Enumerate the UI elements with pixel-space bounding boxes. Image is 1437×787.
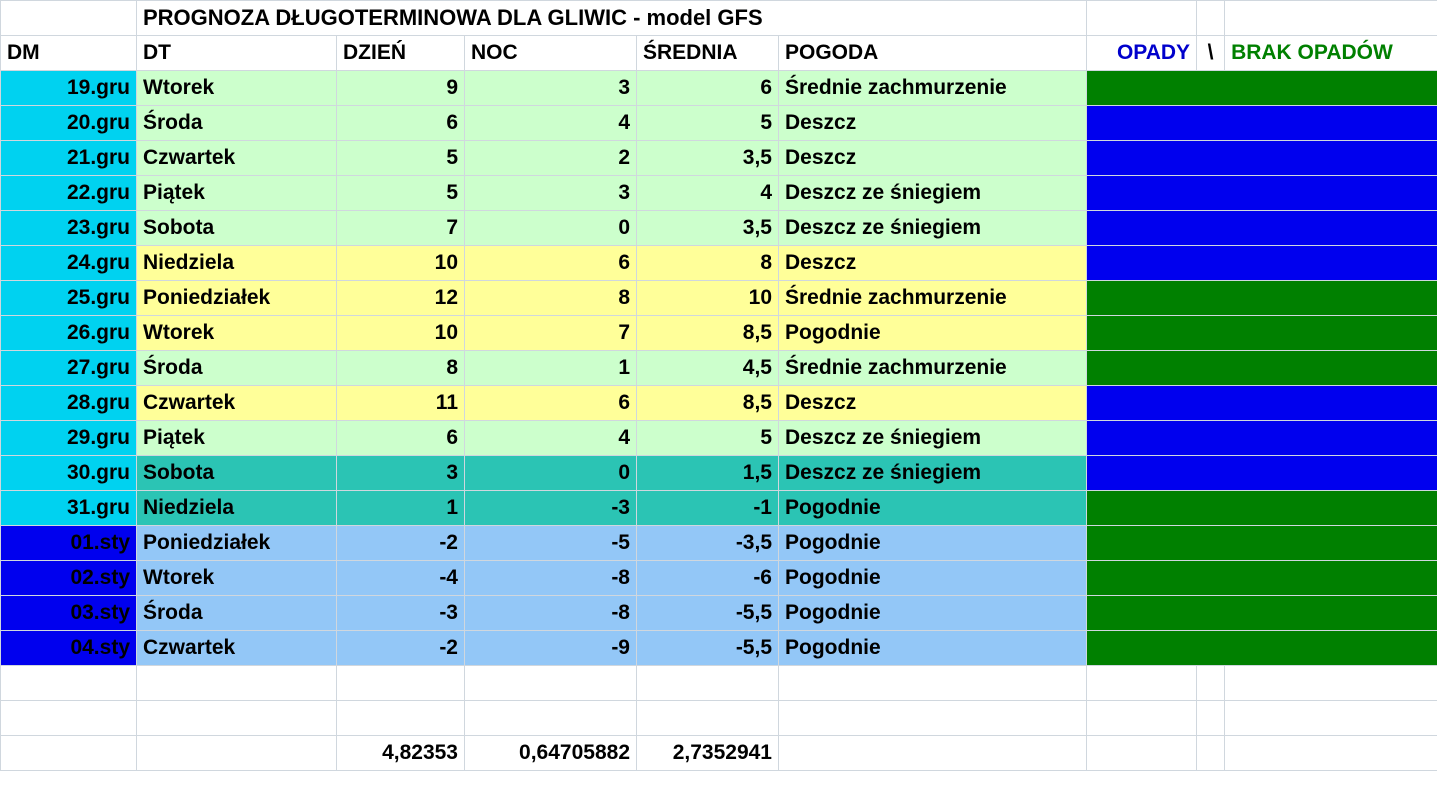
table-row [1,246,1437,281]
table-row [1,631,1437,666]
table-row [1,526,1437,561]
cell-date: 24.gru [1,246,137,281]
cell-empty [1197,701,1225,736]
table-row [1,141,1437,176]
cell-empty [1,736,137,771]
cell-night-temp: 7 [465,316,637,351]
precipitation-bar [1087,351,1437,386]
cell-day-name: Środa [137,106,337,141]
cell-avg-temp: 10 [637,281,779,316]
table-row [1,71,1437,106]
cell-weather: Pogodnie [779,491,1087,526]
page-title: PROGNOZA DŁUGOTERMINOWA DLA GLIWIC - model GFS [137,1,1087,36]
cell-day-temp: 11 [337,386,465,421]
cell-day-temp: 10 [337,246,465,281]
cell-day-name: Czwartek [137,386,337,421]
cell-date: 25.gru [1,281,137,316]
cell-night-temp: -8 [465,596,637,631]
cell-empty [1197,1,1225,36]
cell-weather: Pogodnie [779,631,1087,666]
cell-avg-temp: 4,5 [637,351,779,386]
cell-date: 30.gru [1,456,137,491]
spacer-row [1,666,1437,701]
precipitation-bar [1087,316,1437,351]
cell-night-temp: 4 [465,106,637,141]
cell-night-temp: 0 [465,211,637,246]
cell-avg-temp: -6 [637,561,779,596]
precipitation-bar [1087,456,1437,491]
cell-day-name: Poniedziałek [137,526,337,561]
cell-weather: Deszcz ze śniegiem [779,211,1087,246]
cell-night-temp: 6 [465,386,637,421]
table-row [1,316,1437,351]
cell-avg-temp: 3,5 [637,141,779,176]
cell-night-temp: -5 [465,526,637,561]
cell-day-name: Sobota [137,456,337,491]
cell-empty [465,666,637,701]
table-row [1,106,1437,141]
cell-weather: Pogodnie [779,596,1087,631]
cell-day-temp: 7 [337,211,465,246]
cell-avg-temp: 5 [637,106,779,141]
table-row [1,596,1437,631]
cell-day-temp: -2 [337,631,465,666]
cell-empty [1225,1,1437,36]
cell-day-name: Poniedziałek [137,281,337,316]
cell-avg-temp: 8 [637,246,779,281]
cell-night-temp: 2 [465,141,637,176]
precipitation-bar [1087,491,1437,526]
cell-weather: Średnie zachmurzenie [779,71,1087,106]
cell-day-name: Czwartek [137,141,337,176]
cell-empty [779,701,1087,736]
precipitation-bar [1087,106,1437,141]
legend-separator: \ [1197,36,1225,71]
cell-weather: Średnie zachmurzenie [779,281,1087,316]
precipitation-bar [1087,631,1437,666]
cell-empty [1197,666,1225,701]
precipitation-bar [1087,141,1437,176]
cell-date: 04.sty [1,631,137,666]
cell-day-name: Sobota [137,211,337,246]
precipitation-bar [1087,386,1437,421]
cell-date: 02.sty [1,561,137,596]
cell-empty [1087,701,1197,736]
cell-empty [1225,666,1437,701]
averages-row [1,736,1437,771]
cell-empty [137,736,337,771]
cell-date: 26.gru [1,316,137,351]
cell-empty [1087,736,1197,771]
cell-day-temp: 6 [337,106,465,141]
cell-day-temp: -2 [337,526,465,561]
cell-avg-temp: 1,5 [637,456,779,491]
cell-day-name: Środa [137,351,337,386]
cell-day-name: Niedziela [137,246,337,281]
table-row [1,421,1437,456]
column-header-pogoda: POGODA [779,36,1087,71]
cell-avg-temp: 5 [637,421,779,456]
cell-avg-temp: -5,5 [637,631,779,666]
cell-day-name: Wtorek [137,316,337,351]
table-row [1,386,1437,421]
table-row [1,456,1437,491]
table-row [1,491,1437,526]
cell-date: 28.gru [1,386,137,421]
cell-empty [137,701,337,736]
cell-date: 31.gru [1,491,137,526]
cell-empty [779,736,1087,771]
table-row [1,176,1437,211]
cell-empty [1,1,137,36]
cell-weather: Deszcz [779,106,1087,141]
table-row [1,561,1437,596]
cell-empty [779,666,1087,701]
precipitation-bar [1087,526,1437,561]
cell-night-temp: -8 [465,561,637,596]
cell-empty [337,701,465,736]
cell-date: 21.gru [1,141,137,176]
cell-day-temp: 10 [337,316,465,351]
cell-day-temp: -3 [337,596,465,631]
cell-empty [637,666,779,701]
cell-night-temp: 3 [465,71,637,106]
cell-day-name: Piątek [137,421,337,456]
cell-date: 29.gru [1,421,137,456]
title-row [1,1,1437,36]
cell-avg-temp: -1 [637,491,779,526]
cell-avg-temp: 6 [637,71,779,106]
table-row [1,281,1437,316]
cell-day-temp: 12 [337,281,465,316]
cell-day-temp: 3 [337,456,465,491]
cell-avg-temp: 4 [637,176,779,211]
cell-date: 20.gru [1,106,137,141]
cell-day-temp: 8 [337,351,465,386]
cell-date: 03.sty [1,596,137,631]
cell-empty [1,666,137,701]
legend-label-opady: OPADY [1087,36,1197,71]
cell-date: 27.gru [1,351,137,386]
table-row [1,351,1437,386]
column-header-dzien: DZIEŃ [337,36,465,71]
column-header-noc: NOC [465,36,637,71]
precipitation-bar [1087,596,1437,631]
precipitation-bar [1087,281,1437,316]
spacer-row [1,701,1437,736]
legend-label-brak-opadow: BRAK OPADÓW [1225,36,1437,71]
cell-day-name: Wtorek [137,561,337,596]
column-header-dm: DM [1,36,137,71]
average-night-temp: 0,64705882 [465,736,637,771]
average-day-temp: 4,82353 [337,736,465,771]
cell-night-temp: -9 [465,631,637,666]
cell-weather: Pogodnie [779,526,1087,561]
column-header-srednia: ŚREDNIA [637,36,779,71]
cell-day-name: Wtorek [137,71,337,106]
cell-night-temp: 1 [465,351,637,386]
cell-avg-temp: -5,5 [637,596,779,631]
cell-weather: Deszcz [779,246,1087,281]
cell-avg-temp: 8,5 [637,316,779,351]
cell-date: 01.sty [1,526,137,561]
precipitation-bar [1087,211,1437,246]
cell-day-temp: 6 [337,421,465,456]
column-header-dt: DT [137,36,337,71]
precipitation-bar [1087,561,1437,596]
cell-empty [1225,736,1437,771]
cell-day-temp: 5 [337,141,465,176]
cell-night-temp: 4 [465,421,637,456]
cell-avg-temp: 3,5 [637,211,779,246]
cell-night-temp: 8 [465,281,637,316]
cell-date: 23.gru [1,211,137,246]
cell-day-name: Piątek [137,176,337,211]
cell-weather: Średnie zachmurzenie [779,351,1087,386]
cell-night-temp: 6 [465,246,637,281]
precipitation-bar [1087,176,1437,211]
cell-empty [1197,736,1225,771]
header-row [1,36,1437,71]
cell-date: 19.gru [1,71,137,106]
cell-day-temp: 5 [337,176,465,211]
cell-day-name: Czwartek [137,631,337,666]
cell-weather: Pogodnie [779,316,1087,351]
cell-weather: Deszcz ze śniegiem [779,421,1087,456]
cell-day-temp: 9 [337,71,465,106]
cell-night-temp: -3 [465,491,637,526]
cell-weather: Deszcz ze śniegiem [779,176,1087,211]
precipitation-bar [1087,246,1437,281]
precipitation-bar [1087,71,1437,106]
cell-weather: Deszcz [779,386,1087,421]
average-mean-temp: 2,7352941 [637,736,779,771]
cell-night-temp: 3 [465,176,637,211]
cell-empty [337,666,465,701]
cell-weather: Deszcz ze śniegiem [779,456,1087,491]
cell-avg-temp: 8,5 [637,386,779,421]
cell-night-temp: 0 [465,456,637,491]
cell-weather: Deszcz [779,141,1087,176]
cell-empty [137,666,337,701]
cell-empty [465,701,637,736]
cell-day-name: Środa [137,596,337,631]
cell-empty [1087,666,1197,701]
cell-day-temp: 1 [337,491,465,526]
cell-empty [1225,701,1437,736]
cell-empty [1,701,137,736]
table-row [1,211,1437,246]
precipitation-bar [1087,421,1437,456]
cell-weather: Pogodnie [779,561,1087,596]
cell-empty [637,701,779,736]
cell-day-temp: -4 [337,561,465,596]
cell-empty [1087,1,1197,36]
cell-date: 22.gru [1,176,137,211]
cell-day-name: Niedziela [137,491,337,526]
cell-avg-temp: -3,5 [637,526,779,561]
